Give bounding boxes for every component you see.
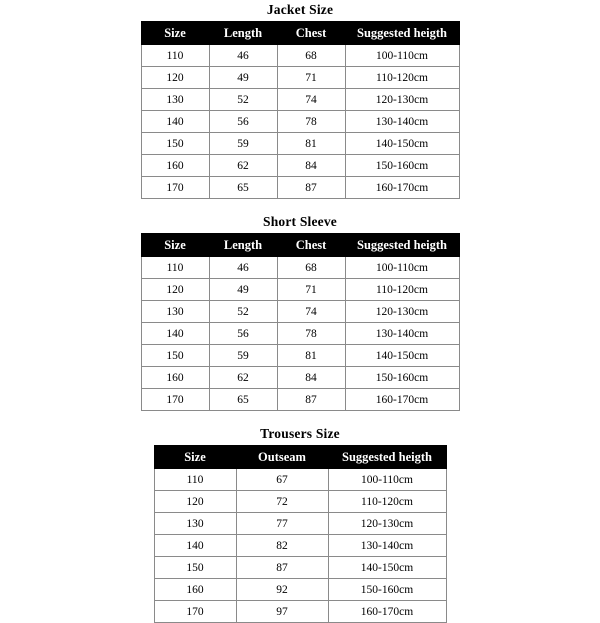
cell-size: 170	[141, 177, 209, 199]
cell-suggested-height: 130-140cm	[328, 535, 446, 557]
section-spacer	[0, 199, 600, 214]
cell-length: 59	[209, 133, 277, 155]
cell-suggested-height: 130-140cm	[345, 111, 459, 133]
cell-outseam: 87	[236, 557, 328, 579]
table-row	[141, 89, 459, 111]
cell-length: 52	[209, 89, 277, 111]
cell-suggested-height: 130-140cm	[345, 323, 459, 345]
column-header-suggested-height: Suggested heigth	[345, 234, 459, 257]
table-row	[141, 279, 459, 301]
table-row	[154, 601, 446, 623]
jacket-size-block	[0, 2, 600, 199]
table-row	[141, 367, 459, 389]
cell-suggested-height: 120-130cm	[345, 89, 459, 111]
cell-size: 110	[141, 257, 209, 279]
cell-size: 150	[141, 133, 209, 155]
column-header-outseam: Outseam	[236, 446, 328, 469]
cell-length: 49	[209, 279, 277, 301]
cell-suggested-height: 100-110cm	[345, 257, 459, 279]
cell-size: 160	[141, 367, 209, 389]
table-header-row	[141, 234, 459, 257]
cell-suggested-height: 140-150cm	[345, 133, 459, 155]
cell-chest: 68	[277, 257, 345, 279]
cell-suggested-height: 110-120cm	[345, 279, 459, 301]
table-row	[154, 513, 446, 535]
cell-length: 65	[209, 177, 277, 199]
cell-size: 140	[141, 111, 209, 133]
table-header-row	[154, 446, 446, 469]
table-row	[154, 535, 446, 557]
table-row	[141, 323, 459, 345]
table-row	[154, 469, 446, 491]
cell-length: 56	[209, 323, 277, 345]
cell-size: 110	[141, 45, 209, 67]
cell-suggested-height: 160-170cm	[345, 389, 459, 411]
jacket-size-title: Jacket Size	[266, 2, 334, 17]
cell-size: 170	[141, 389, 209, 411]
jacket-size-table	[141, 21, 460, 199]
cell-size: 140	[141, 323, 209, 345]
cell-length: 52	[209, 301, 277, 323]
cell-size: 160	[154, 579, 236, 601]
table-row	[141, 345, 459, 367]
table-row	[141, 111, 459, 133]
column-header-size: Size	[154, 446, 236, 469]
cell-chest: 87	[277, 177, 345, 199]
cell-size: 130	[141, 89, 209, 111]
cell-size: 110	[154, 469, 236, 491]
cell-suggested-height: 100-110cm	[328, 469, 446, 491]
cell-suggested-height: 150-160cm	[345, 155, 459, 177]
cell-chest: 68	[277, 45, 345, 67]
cell-outseam: 72	[236, 491, 328, 513]
cell-chest: 84	[277, 367, 345, 389]
cell-chest: 74	[277, 301, 345, 323]
table-row	[141, 257, 459, 279]
column-header-suggested-height: Suggested heigth	[345, 22, 459, 45]
cell-length: 46	[209, 45, 277, 67]
cell-outseam: 97	[236, 601, 328, 623]
cell-length: 49	[209, 67, 277, 89]
table-row	[154, 557, 446, 579]
cell-chest: 71	[277, 279, 345, 301]
cell-suggested-height: 110-120cm	[345, 67, 459, 89]
cell-chest: 74	[277, 89, 345, 111]
column-header-suggested-height: Suggested heigth	[328, 446, 446, 469]
cell-size: 120	[154, 491, 236, 513]
trousers-size-table	[154, 445, 447, 623]
short-sleeve-table	[141, 233, 460, 411]
cell-suggested-height: 150-160cm	[328, 579, 446, 601]
cell-size: 140	[154, 535, 236, 557]
cell-suggested-height: 140-150cm	[345, 345, 459, 367]
cell-size: 120	[141, 279, 209, 301]
table-row	[141, 301, 459, 323]
table-row	[154, 579, 446, 601]
cell-suggested-height: 110-120cm	[328, 491, 446, 513]
cell-suggested-height: 160-170cm	[345, 177, 459, 199]
cell-size: 160	[141, 155, 209, 177]
cell-chest: 84	[277, 155, 345, 177]
cell-size: 130	[141, 301, 209, 323]
cell-chest: 71	[277, 67, 345, 89]
cell-suggested-height: 140-150cm	[328, 557, 446, 579]
cell-length: 56	[209, 111, 277, 133]
trousers-size-block	[0, 426, 600, 623]
cell-chest: 81	[277, 345, 345, 367]
cell-chest: 78	[277, 323, 345, 345]
table-row	[141, 133, 459, 155]
cell-suggested-height: 120-130cm	[328, 513, 446, 535]
cell-chest: 87	[277, 389, 345, 411]
cell-size: 150	[154, 557, 236, 579]
cell-length: 65	[209, 389, 277, 411]
table-row	[141, 67, 459, 89]
cell-suggested-height: 120-130cm	[345, 301, 459, 323]
cell-length: 59	[209, 345, 277, 367]
cell-chest: 78	[277, 111, 345, 133]
table-row	[154, 491, 446, 513]
section-spacer	[0, 411, 600, 426]
cell-length: 62	[209, 367, 277, 389]
column-header-size: Size	[141, 22, 209, 45]
cell-size: 130	[154, 513, 236, 535]
table-row	[141, 155, 459, 177]
cell-outseam: 82	[236, 535, 328, 557]
cell-size: 120	[141, 67, 209, 89]
cell-outseam: 67	[236, 469, 328, 491]
cell-chest: 81	[277, 133, 345, 155]
cell-size: 150	[141, 345, 209, 367]
table-header-row	[141, 22, 459, 45]
trousers-size-title: Trousers Size	[260, 426, 340, 441]
cell-length: 46	[209, 257, 277, 279]
column-header-chest: Chest	[277, 22, 345, 45]
column-header-length: Length	[209, 234, 277, 257]
cell-suggested-height: 100-110cm	[345, 45, 459, 67]
cell-outseam: 77	[236, 513, 328, 535]
column-header-chest: Chest	[277, 234, 345, 257]
cell-suggested-height: 160-170cm	[328, 601, 446, 623]
table-row	[141, 45, 459, 67]
short-sleeve-block	[0, 214, 600, 411]
cell-size: 170	[154, 601, 236, 623]
table-row	[141, 177, 459, 199]
table-row	[141, 389, 459, 411]
column-header-size: Size	[141, 234, 209, 257]
cell-suggested-height: 150-160cm	[345, 367, 459, 389]
cell-outseam: 92	[236, 579, 328, 601]
column-header-length: Length	[209, 22, 277, 45]
short-sleeve-title: Short Sleeve	[262, 214, 337, 229]
cell-length: 62	[209, 155, 277, 177]
